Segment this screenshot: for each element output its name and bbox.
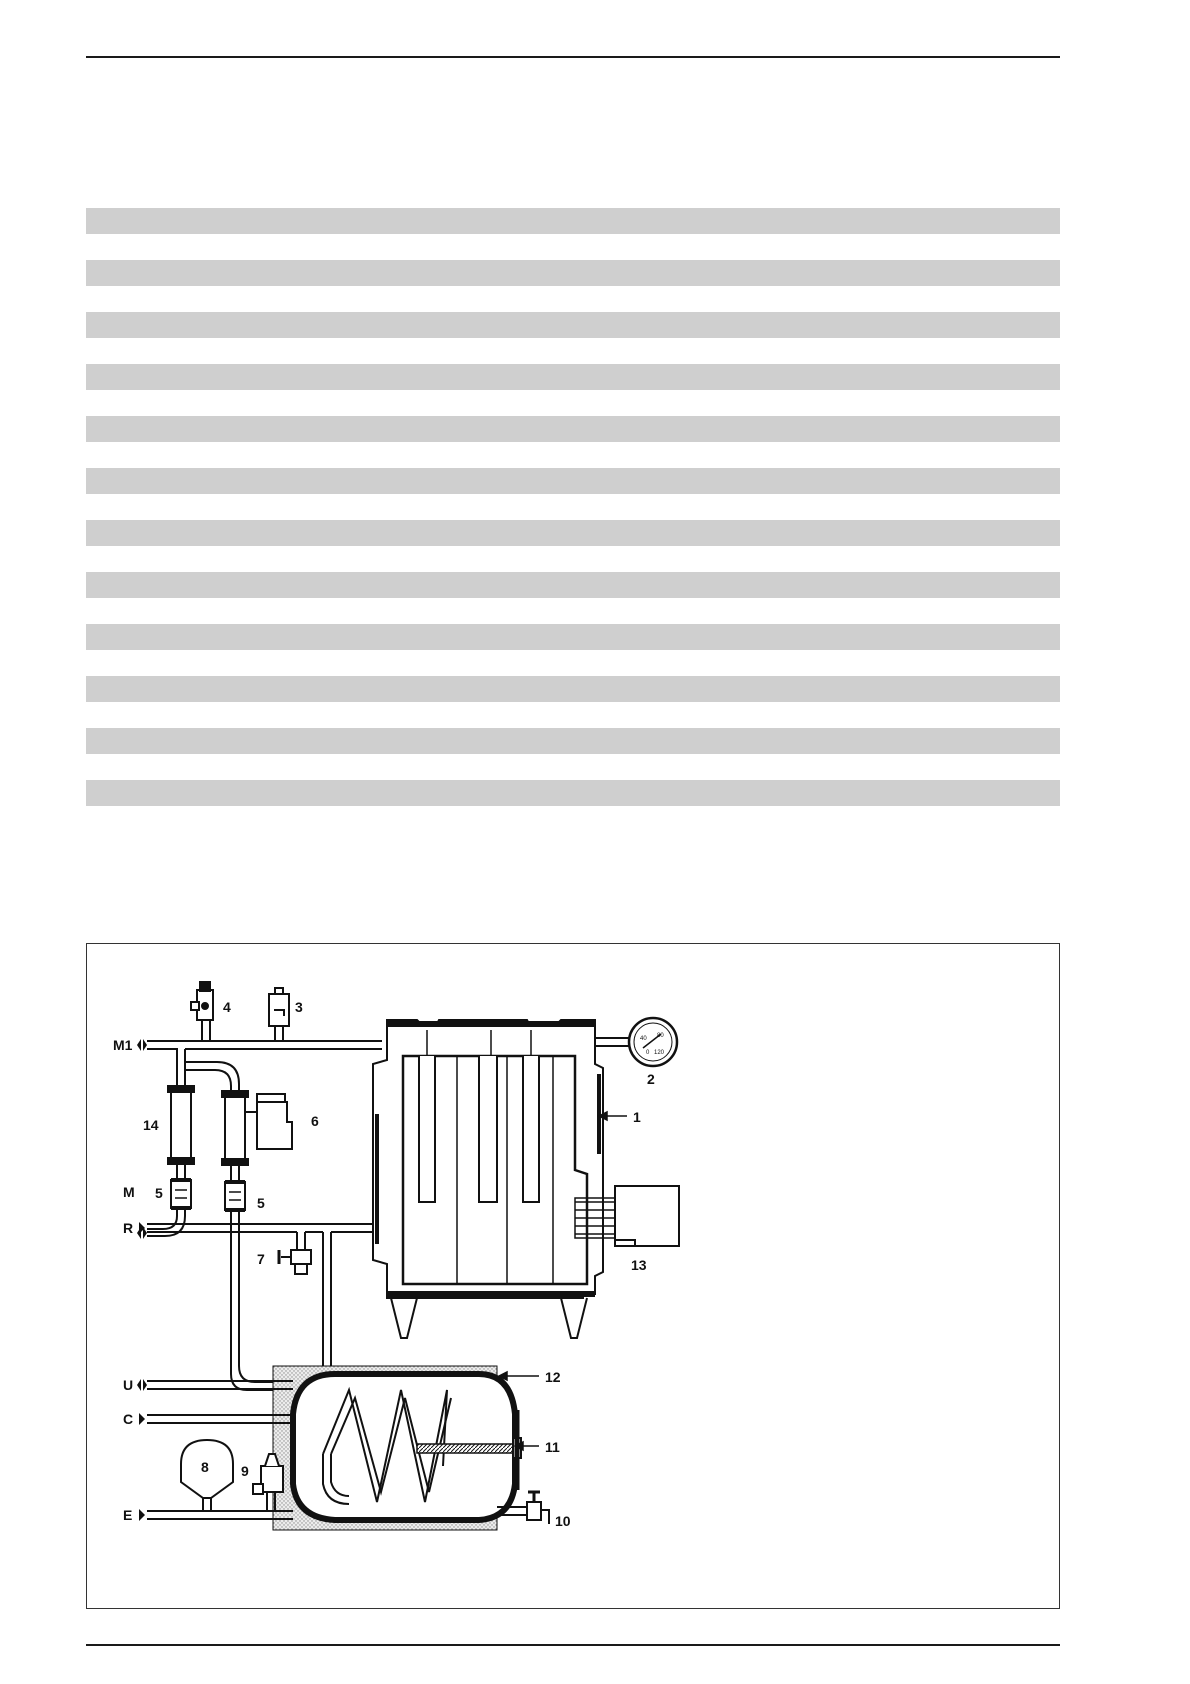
port-c-label: C <box>123 1411 134 1427</box>
air-vent-icon <box>269 988 289 1041</box>
footer-rule <box>86 1644 1060 1646</box>
shaded-row <box>86 208 1060 234</box>
callout-4: 4 <box>223 999 231 1015</box>
shaded-row <box>86 728 1060 754</box>
port-e-label: E <box>123 1507 133 1523</box>
gauge-80: 80 <box>657 1033 664 1039</box>
gauge-icon <box>595 1018 677 1066</box>
diagram-frame <box>86 943 1060 1609</box>
drain-valve-icon <box>279 1232 311 1274</box>
header-rule <box>86 56 1060 58</box>
expansion-vessel-icon <box>181 1440 233 1511</box>
hydraulic-diagram <box>87 944 1059 1608</box>
port-u-label: U <box>123 1377 134 1393</box>
hot-water-cylinder <box>273 1366 521 1530</box>
check-valve-right <box>225 1165 245 1210</box>
shaded-row <box>86 780 1060 806</box>
boiler <box>373 1020 603 1338</box>
gauge-0: 0 <box>646 1050 650 1056</box>
shaded-row <box>86 572 1060 598</box>
callout-2: 2 <box>647 1071 655 1087</box>
gauge-40: 40 <box>640 1036 647 1042</box>
port-arrows <box>137 1039 147 1521</box>
callout-10: 10 <box>555 1513 571 1529</box>
port-m1-label: M1 <box>113 1037 133 1053</box>
callout-13: 13 <box>631 1257 647 1273</box>
callout-11: 11 <box>545 1439 560 1455</box>
callout-5-right: 5 <box>257 1195 265 1211</box>
port-r: R <box>123 1220 134 1236</box>
shaded-rows <box>86 208 1060 808</box>
callout-8: 8 <box>201 1459 209 1475</box>
shaded-row <box>86 416 1060 442</box>
port-m-label: M <box>123 1184 135 1200</box>
callout-7: 7 <box>257 1251 265 1267</box>
shaded-row <box>86 624 1060 650</box>
check-valve-left <box>171 1180 191 1208</box>
pump-icon <box>222 1091 292 1165</box>
shaded-row <box>86 676 1060 702</box>
shaded-row <box>86 364 1060 390</box>
safety-valve-icon <box>191 982 213 1041</box>
callout-1: 1 <box>633 1109 641 1125</box>
gauge-120: 120 <box>654 1050 665 1056</box>
shaded-row <box>86 312 1060 338</box>
shaded-row <box>86 468 1060 494</box>
shaded-row <box>86 520 1060 546</box>
callout-3: 3 <box>295 999 303 1015</box>
callout-6: 6 <box>311 1113 319 1129</box>
callout-12: 12 <box>545 1369 561 1385</box>
callout-14: 14 <box>143 1117 159 1133</box>
shaded-row <box>86 260 1060 286</box>
callout-5-left: 5 <box>155 1185 163 1201</box>
callout-9: 9 <box>241 1463 249 1479</box>
pipe-14 <box>168 1086 194 1180</box>
